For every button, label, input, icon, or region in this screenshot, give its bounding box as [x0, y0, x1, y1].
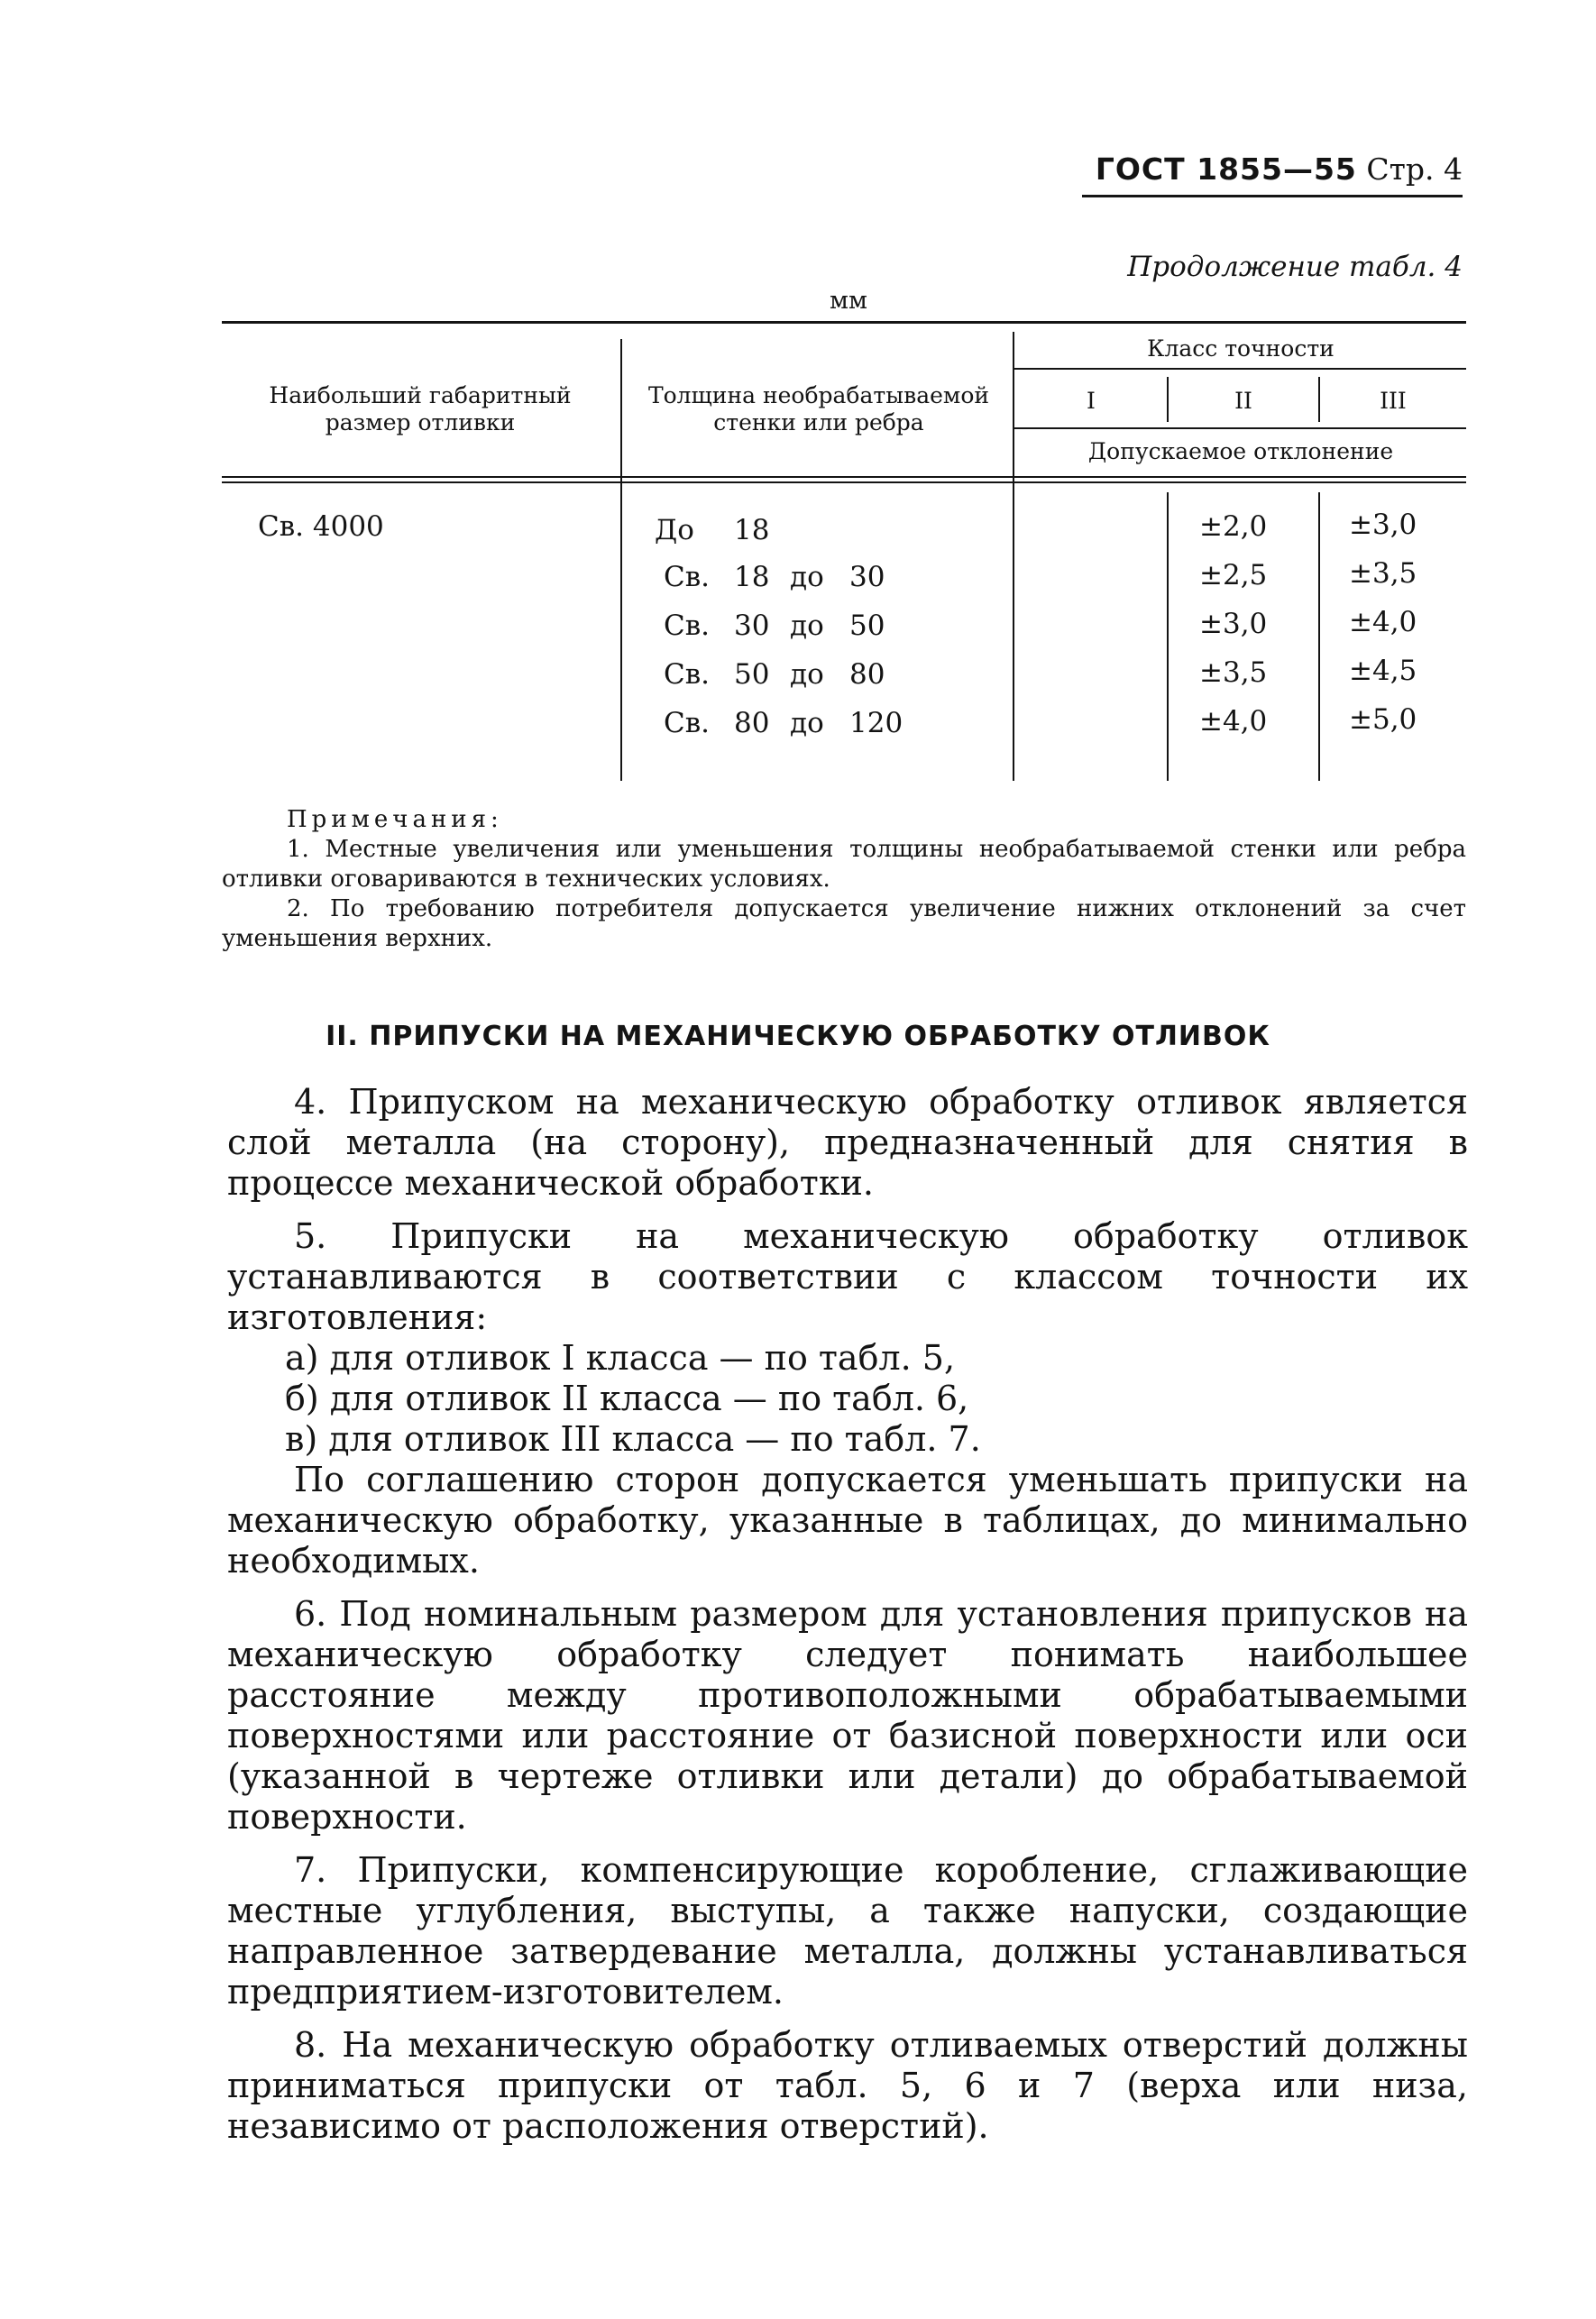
class-3-value: ±4,5 [1349, 655, 1417, 687]
thickness-to: 50 [849, 610, 885, 642]
note-1: 1. Местные увеличения или уменьшения толщины необрабатываемой стенки или ребра отливки оговариваются в технических условиях. [222, 836, 1466, 893]
thickness-to-word: до [790, 610, 824, 642]
table-notes [222, 805, 1466, 954]
notes-heading: Примечания: [287, 806, 503, 833]
header-bottom-rule-1 [222, 476, 1466, 478]
size-cell: Св. 4000 [258, 510, 384, 543]
col-divider-2 [1013, 332, 1014, 781]
class-3-value: ±3,5 [1349, 557, 1417, 590]
section-title: II. ПРИПУСКИ НА МЕХАНИЧЕСКУЮ ОБРАБОТКУ ОТЛИВОК [326, 1021, 1270, 1052]
thickness-prefix: Св. [664, 658, 711, 691]
thickness-prefix: Св. [664, 610, 711, 642]
thickness-from: 18 [734, 514, 770, 546]
header-class-1: I [1087, 388, 1096, 414]
paragraph-5-agreement: По соглашению сторон допускается уменьшать припуски на механическую обработку, указанные в таблицах, до минимально необходимых. [227, 1460, 1468, 1581]
class-2-value: ±3,0 [1199, 608, 1268, 640]
thickness-to-word: до [790, 707, 824, 739]
page-header [1096, 151, 1463, 187]
thickness-to-word: до [790, 561, 824, 593]
tolerance-table [222, 321, 1466, 781]
class-header-rule [1014, 368, 1466, 370]
thickness-to: 120 [849, 707, 903, 739]
thickness-to: 80 [849, 658, 885, 691]
header-deviation: Допускаемое отклонение [1087, 438, 1394, 464]
class-number-rule [1014, 427, 1466, 429]
class-2-value: ±3,5 [1199, 656, 1268, 689]
class-2-value: ±2,5 [1199, 559, 1268, 591]
list-item: в) для отливок III класса — по табл. 7. [285, 1419, 981, 1459]
thickness-to: 30 [849, 561, 885, 593]
table-top-rule [222, 321, 1466, 324]
col-divider-3-body [1167, 492, 1169, 781]
class-2-value: ±2,0 [1199, 510, 1268, 543]
header-class-group: Класс точности [1147, 335, 1335, 362]
thickness-from: 18 [734, 561, 770, 593]
paragraph-6: 6. Под номинальным размером для установления припусков на механическую обработку следует понимать наибольшее расстояние между противоположными обрабатываемыми поверхностями или расстояние от базисной поверхности или оси (указанной в чертеже отливки или детали) до обрабатываемой поверхности. [227, 1594, 1468, 1837]
paragraph-7: 7. Припуски, компенсирующие коробление, сглаживающие местные углубления, выступы, а также напуски, создающие направленное затвердевание металла, должны устанавливаться предприятием-изготовителем. [227, 1850, 1468, 2012]
header-size: Наибольший габаритный размер отливки [269, 382, 572, 435]
class-2-value: ±4,0 [1199, 705, 1268, 738]
note-2: 2. По требованию потребителя допускается увеличение нижних отклонений за счет уменьшения верхних. [222, 895, 1466, 952]
thickness-prefix: Св. [664, 561, 711, 593]
header-class-3: III [1380, 388, 1407, 414]
thickness-from: 50 [734, 658, 770, 691]
header-bottom-rule-2 [222, 481, 1466, 483]
page-number: Стр. 4 [1366, 151, 1463, 187]
paragraph-4: 4. Припуском на механическую обработку отливок является слой металла (на сторону), предназначенный для снятия в процессе механической обработки. [227, 1082, 1468, 1203]
thickness-from: 80 [734, 707, 770, 739]
table-continuation-label: Продолжение табл. 4 [1127, 251, 1463, 283]
thickness-prefix: Св. [664, 707, 711, 739]
class-3-value: ±4,0 [1349, 606, 1417, 638]
header-thickness: Толщина необрабатываемой стенки или ребра [647, 382, 990, 435]
thickness-from: 30 [734, 610, 770, 642]
list-item: а) для отливок I класса — по табл. 5, [285, 1338, 956, 1378]
table-unit: мм [830, 287, 868, 315]
class-3-value: ±5,0 [1349, 703, 1417, 736]
paragraph-8: 8. На механическую обработку отливаемых отверстий должны приниматься припуски от табл. 5, 6 и 7 (верха или низа, независимо от расположения отверстий). [227, 2025, 1468, 2146]
thickness-prefix: До [655, 514, 694, 546]
section-body [227, 1082, 1468, 2159]
col-divider-1 [620, 339, 622, 781]
col-divider-4-body [1318, 492, 1320, 781]
list-item: б) для отливок II класса — по табл. 6, [285, 1379, 969, 1418]
class-3-value: ±3,0 [1349, 509, 1417, 541]
thickness-to-word: до [790, 658, 824, 691]
header-class-2: II [1234, 388, 1252, 414]
header-rule [1082, 195, 1463, 197]
paragraph-5: 5. Припуски на механическую обработку отливок устанавливаются в соответствии с классом точности их изготовления: [227, 1216, 1468, 1337]
standard-number: ГОСТ 1855—55 [1095, 151, 1357, 187]
